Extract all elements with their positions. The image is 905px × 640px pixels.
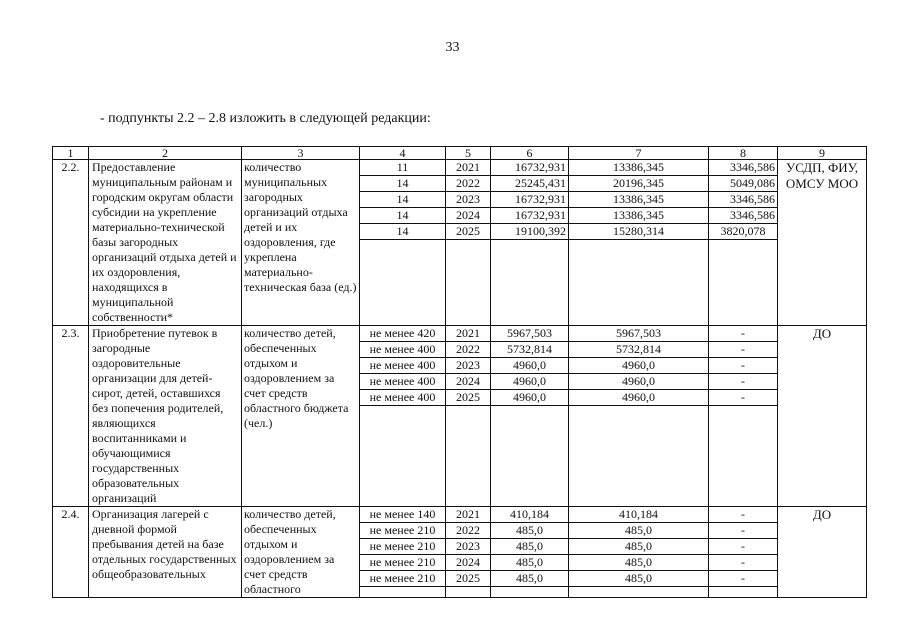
empty-cell xyxy=(446,587,491,598)
regional-cell: 4960,0 xyxy=(569,390,709,406)
indicator-value: 14 xyxy=(360,176,446,192)
regional-cell: 13386,345 xyxy=(569,192,709,208)
other-cell: 3346,586 xyxy=(709,192,778,208)
total-cell: 485,0 xyxy=(491,523,569,539)
year-cell: 2023 xyxy=(446,358,491,374)
header-col-1: 1 xyxy=(53,147,89,160)
section-responsible: ДО xyxy=(778,507,867,598)
total-cell: 25245,431 xyxy=(491,176,569,192)
section-indicator: количество детей, обеспеченных отдыхом и оздоровлением за счет средств областного бюджета (чел.) xyxy=(242,326,360,507)
year-cell: 2022 xyxy=(446,342,491,358)
total-cell: 16732,931 xyxy=(491,208,569,224)
indicator-value: не менее 210 xyxy=(360,571,446,587)
header-col-4: 4 xyxy=(360,147,446,160)
other-cell: - xyxy=(709,523,778,539)
year-cell: 2021 xyxy=(446,160,491,176)
section-responsible: ДО xyxy=(778,326,867,507)
other-cell: - xyxy=(709,507,778,523)
page-number: 33 xyxy=(445,40,460,55)
header-col-3: 3 xyxy=(242,147,360,160)
other-cell: - xyxy=(709,390,778,406)
regional-cell: 13386,345 xyxy=(569,208,709,224)
indicator-value: не менее 420 xyxy=(360,326,446,342)
section-indicator: количество детей, обеспеченных отдыхом и оздоровлением за счет средств областного xyxy=(242,507,360,598)
empty-cell xyxy=(446,240,491,326)
other-cell: - xyxy=(709,358,778,374)
empty-cell xyxy=(709,587,778,598)
header-col-9: 9 xyxy=(778,147,867,160)
year-cell: 2024 xyxy=(446,208,491,224)
header-col-5: 5 xyxy=(446,147,491,160)
regional-cell: 485,0 xyxy=(569,555,709,571)
header-col-2: 2 xyxy=(89,147,242,160)
total-cell: 5967,503 xyxy=(491,326,569,342)
year-cell: 2024 xyxy=(446,555,491,571)
indicator-value: не менее 210 xyxy=(360,523,446,539)
other-cell: 3346,586 xyxy=(709,208,778,224)
header-col-6: 6 xyxy=(491,147,569,160)
regional-cell: 20196,345 xyxy=(569,176,709,192)
empty-cell xyxy=(569,406,709,507)
indicator-value: не менее 210 xyxy=(360,539,446,555)
other-cell: - xyxy=(709,342,778,358)
year-cell: 2024 xyxy=(446,374,491,390)
regional-cell: 485,0 xyxy=(569,539,709,555)
indicator-value: не менее 400 xyxy=(360,390,446,406)
total-cell: 4960,0 xyxy=(491,374,569,390)
regional-cell: 5967,503 xyxy=(569,326,709,342)
year-cell: 2025 xyxy=(446,571,491,587)
header-col-8: 8 xyxy=(709,147,778,160)
total-cell: 4960,0 xyxy=(491,390,569,406)
regional-cell: 4960,0 xyxy=(569,374,709,390)
other-cell: - xyxy=(709,555,778,571)
indicator-value: не менее 140 xyxy=(360,507,446,523)
empty-cell xyxy=(709,406,778,507)
section-name: Организация лагерей с дневной формой пребывания детей на базе отдельных государственных общеобразовательных xyxy=(89,507,242,598)
regional-cell: 4960,0 xyxy=(569,358,709,374)
empty-cell xyxy=(360,406,446,507)
empty-cell xyxy=(360,587,446,598)
section-number: 2.4. xyxy=(53,507,89,598)
section-name: Приобретение путевок в загородные оздоровительные организации для детей-сирот, детей, оставшихся без попечения родителей, являющихся воспитанниками и обучающимися государственных образовательных организаций xyxy=(89,326,242,507)
total-cell: 16732,931 xyxy=(491,192,569,208)
empty-cell xyxy=(446,406,491,507)
regional-cell: 5732,814 xyxy=(569,342,709,358)
total-cell: 485,0 xyxy=(491,571,569,587)
table-row xyxy=(53,507,867,523)
table-row xyxy=(53,326,867,342)
year-cell: 2021 xyxy=(446,326,491,342)
empty-cell xyxy=(491,240,569,326)
section-number: 2.3. xyxy=(53,326,89,507)
year-cell: 2023 xyxy=(446,192,491,208)
indicator-value: не менее 400 xyxy=(360,358,446,374)
year-cell: 2025 xyxy=(446,390,491,406)
empty-cell xyxy=(491,587,569,598)
header-row xyxy=(53,147,867,160)
other-cell: - xyxy=(709,326,778,342)
other-cell: 3820,078 xyxy=(709,224,778,240)
header-col-7: 7 xyxy=(569,147,709,160)
empty-cell xyxy=(360,240,446,326)
year-cell: 2022 xyxy=(446,523,491,539)
regional-cell: 410,184 xyxy=(569,507,709,523)
indicator-value: 14 xyxy=(360,224,446,240)
indicator-value: 14 xyxy=(360,192,446,208)
other-cell: 3346,586 xyxy=(709,160,778,176)
regional-cell: 13386,345 xyxy=(569,160,709,176)
total-cell: 16732,931 xyxy=(491,160,569,176)
section-number: 2.2. xyxy=(53,160,89,326)
empty-cell xyxy=(491,406,569,507)
total-cell: 5732,814 xyxy=(491,342,569,358)
indicator-value: не менее 400 xyxy=(360,342,446,358)
section-indicator: количество муниципальных загородных организаций отдыха детей и их оздоровления, где укреплена материально-техническая база (ед.) xyxy=(242,160,360,326)
indicator-value: 11 xyxy=(360,160,446,176)
other-cell: - xyxy=(709,571,778,587)
empty-cell xyxy=(569,240,709,326)
empty-cell xyxy=(709,240,778,326)
program-table xyxy=(52,146,867,598)
regional-cell: 485,0 xyxy=(569,571,709,587)
year-cell: 2021 xyxy=(446,507,491,523)
other-cell: - xyxy=(709,374,778,390)
other-cell: 5049,086 xyxy=(709,176,778,192)
other-cell: - xyxy=(709,539,778,555)
section-name: Предоставление муниципальным районам и городским округам области субсидии на укрепление материально-технической базы загородных организаций отдыха детей и их оздоровления, находящихся в муниципальной собственности* xyxy=(89,160,242,326)
total-cell: 410,184 xyxy=(491,507,569,523)
year-cell: 2023 xyxy=(446,539,491,555)
indicator-value: не менее 210 xyxy=(360,555,446,571)
section-responsible: УСДП, ФИУ, ОМСУ МОО xyxy=(778,160,867,326)
empty-cell xyxy=(569,587,709,598)
total-cell: 19100,392 xyxy=(491,224,569,240)
table-row xyxy=(53,160,867,176)
regional-cell: 15280,314 xyxy=(569,224,709,240)
intro-text: - подпункты 2.2 – 2.8 изложить в следующей редакции: xyxy=(100,111,431,126)
regional-cell: 485,0 xyxy=(569,523,709,539)
indicator-value: 14 xyxy=(360,208,446,224)
total-cell: 485,0 xyxy=(491,539,569,555)
total-cell: 485,0 xyxy=(491,555,569,571)
year-cell: 2022 xyxy=(446,176,491,192)
indicator-value: не менее 400 xyxy=(360,374,446,390)
year-cell: 2025 xyxy=(446,224,491,240)
total-cell: 4960,0 xyxy=(491,358,569,374)
